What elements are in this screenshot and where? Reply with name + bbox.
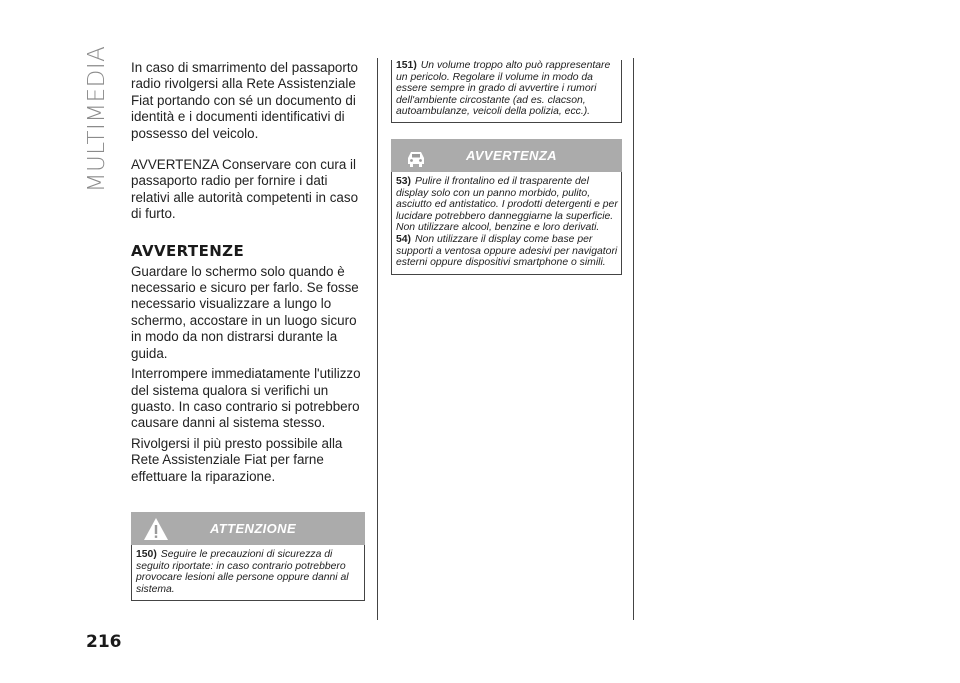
paragraph: Rivolgersi il più presto possibile alla Rete Assistenziale Fiat per farne effettuare la riparazione. bbox=[131, 435, 343, 484]
attention-box-header bbox=[131, 512, 365, 545]
paragraph: AVVERTENZA Conservare con cura il passaporto radio per fornire i dati relativi alle autorità competenti in caso di furto. bbox=[131, 157, 359, 222]
note bbox=[136, 549, 361, 595]
paragraph: Guardare lo schermo solo quando è necessario e sicuro per farlo. Se fosse necessario visualizzare a lungo lo schermo, accostare in un luogo sicuro in modo da non distrarsi durante la guida. bbox=[131, 263, 359, 361]
note-ref: 53) bbox=[396, 175, 412, 187]
warning-box-body bbox=[391, 172, 622, 275]
note-box bbox=[391, 60, 622, 123]
paragraph: In caso di smarrimento del passaporto radio rivolgersi alla Rete Assistenziale Fiat portando con sé un documento di identità e i documenti identificativi di possesso del veicolo. bbox=[131, 60, 359, 141]
paragraph: Interrompere immediatamente l'utilizzo del sistema qualora si verifichi un guasto. In caso contrario si potrebbero causare danni al sistema stesso. bbox=[131, 366, 361, 431]
note-ref: 151) bbox=[396, 60, 417, 71]
left-column bbox=[131, 60, 365, 601]
attention-box bbox=[131, 512, 365, 601]
warning-triangle-icon bbox=[143, 516, 169, 542]
warning-box-header bbox=[391, 139, 622, 172]
column-divider bbox=[633, 58, 634, 620]
note-ref: 150) bbox=[136, 548, 157, 560]
column-divider bbox=[377, 58, 378, 620]
note-text: Seguire le precauzioni di sicurezza di seguito riportate: in caso contrario potrebbero provocare lesioni alle persone oppure danni al sistema. bbox=[136, 548, 349, 595]
note bbox=[396, 234, 618, 269]
car-warning-icon bbox=[403, 143, 429, 169]
page-number: 216 bbox=[86, 632, 122, 652]
note-text: Un volume troppo alto può rappresentare un pericolo. Regolare il volume in modo da essere sempre in grado di avvertire i rumori dell'ambiente circostante (ad es. clacson, autoambulanze, veicoli della polizia, ecc.). bbox=[396, 60, 611, 118]
note-text: Pulire il frontalino ed il trasparente del display solo con un panno morbido, pulito, asciutto ed antistatico. I prodotti detergenti e per lucidare potrebbero danneggiarne la superficie. Non utilizzare alcool, benzine e loro derivati. bbox=[396, 175, 618, 234]
note bbox=[396, 176, 618, 234]
note-ref: 54) bbox=[396, 233, 412, 245]
attention-box-title: ATTENZIONE bbox=[209, 520, 297, 536]
right-column bbox=[391, 60, 622, 275]
warning-box bbox=[391, 139, 622, 275]
attention-box-body bbox=[131, 545, 365, 601]
warning-box-title: AVVERTENZA bbox=[466, 147, 557, 163]
section-heading: AVVERTENZE bbox=[131, 241, 245, 260]
note bbox=[396, 60, 618, 118]
section-title: MULTIMEDIA bbox=[84, 45, 110, 193]
note-text: Non utilizzare il display come base per supporti a ventosa oppure adesivi per navigatori esterni oppure dispositivi smartphone o simili. bbox=[396, 233, 618, 269]
